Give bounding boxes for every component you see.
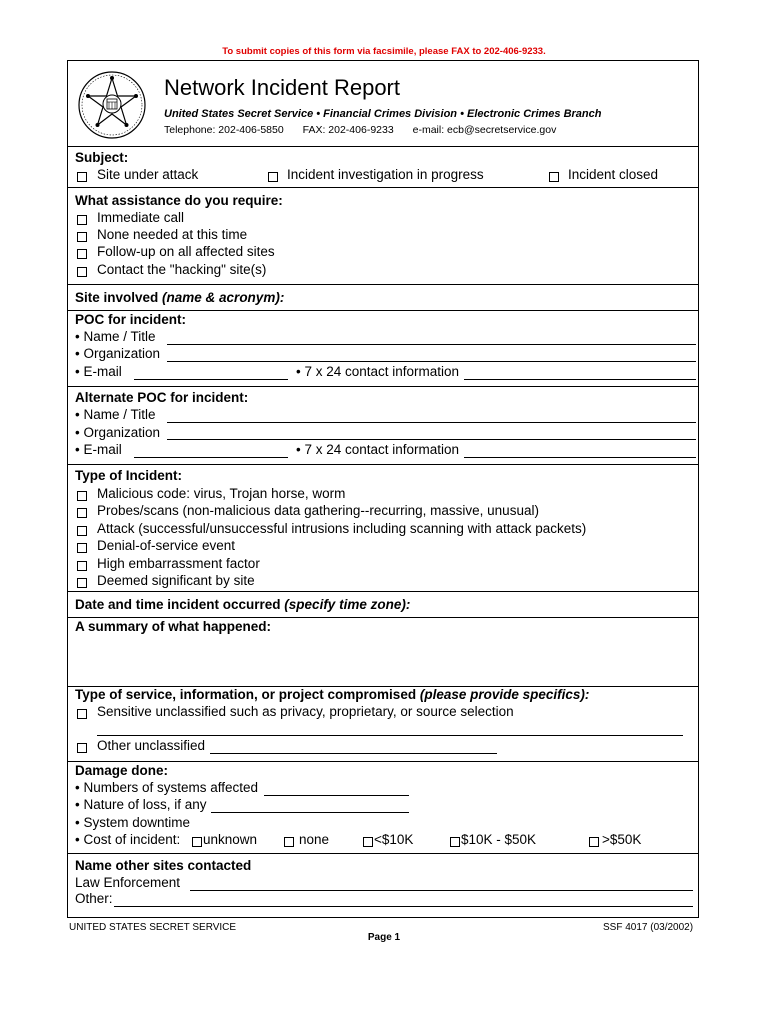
none-needed-label: None needed at this time: [97, 227, 248, 242]
fax-notice: To submit copies of this form via facsimile, please FAX to 202-406-9233.: [222, 46, 546, 57]
sensitive-unclassified-checkbox[interactable]: [77, 709, 87, 719]
cost-unknown-checkbox[interactable]: [192, 837, 202, 847]
follow-up-checkbox[interactable]: [77, 249, 87, 259]
alt-poc-247-field[interactable]: [464, 457, 696, 458]
incident-closed-checkbox[interactable]: [549, 172, 559, 182]
email-text: e-mail: ecb@secretservice.gov: [412, 124, 557, 136]
summary-label: A summary of what happened:: [75, 619, 272, 634]
high-embarrassment-checkbox[interactable]: [77, 561, 87, 571]
attack-checkbox[interactable]: [77, 526, 87, 536]
other-field[interactable]: [114, 906, 693, 907]
poc-name-label: • Name / Title: [75, 329, 156, 344]
denial-of-service-checkbox[interactable]: [77, 543, 87, 553]
alt-poc-name-label: • Name / Title: [75, 407, 156, 422]
contact-hacking-site-checkbox[interactable]: [77, 267, 87, 277]
compromised-section: [68, 686, 698, 762]
alt-poc-section: [68, 386, 698, 465]
other-unclassified-label: Other unclassified: [97, 738, 206, 753]
systems-affected-label: • Numbers of systems affected: [75, 780, 259, 795]
malicious-code-label: Malicious code: virus, Trojan horse, worm: [97, 486, 346, 501]
law-enforcement-field[interactable]: [190, 890, 693, 891]
summary-section[interactable]: [68, 617, 698, 687]
cost-10k-50k-checkbox[interactable]: [450, 837, 460, 847]
other-sites-label: Name other sites contacted: [75, 858, 252, 873]
page-number: Page 1: [367, 932, 401, 943]
denial-of-service-label: Denial-of-service event: [97, 538, 236, 553]
agency-line: United States Secret Service • Financial Crimes Division • Electronic Crimes Branch: [164, 108, 602, 120]
damage-label: Damage done:: [75, 763, 169, 778]
sensitive-unclassified-field[interactable]: [97, 735, 683, 736]
alt-poc-email-label: • E-mail: [75, 442, 122, 457]
incident-type-section: [68, 464, 698, 592]
poc-org-field[interactable]: [167, 361, 696, 362]
fax-text: FAX: 202-406-9233: [302, 124, 394, 136]
system-downtime-label: • System downtime: [75, 815, 191, 830]
systems-affected-field[interactable]: [264, 795, 409, 796]
sensitive-unclassified-label: Sensitive unclassified such as privacy, proprietary, or source selection: [97, 704, 514, 719]
high-embarrassment-label: High embarrassment factor: [97, 556, 260, 571]
footer-form-number: SSF 4017 (03/2002): [603, 922, 694, 933]
follow-up-label: Follow-up on all affected sites: [97, 244, 275, 259]
assistance-section: [68, 187, 698, 285]
none-needed-checkbox[interactable]: [77, 232, 87, 242]
poc-name-field[interactable]: [167, 344, 696, 345]
poc-email-field[interactable]: [134, 379, 288, 380]
poc-247-field[interactable]: [464, 379, 696, 380]
deemed-significant-label: Deemed significant by site: [97, 573, 255, 588]
law-enforcement-label: Law Enforcement: [75, 875, 181, 890]
cost-none-label: none: [299, 832, 330, 847]
contact-line: [164, 124, 572, 136]
contact-hacking-site-label: Contact the "hacking" site(s): [97, 262, 267, 277]
alt-poc-label: Alternate POC for incident:: [75, 390, 249, 405]
assistance-label: What assistance do you require:: [75, 193, 283, 208]
poc-org-label: • Organization: [75, 346, 161, 361]
deemed-significant-checkbox[interactable]: [77, 578, 87, 588]
site-involved-label: Site involved (name & acronym):: [75, 290, 285, 305]
datetime-section[interactable]: [68, 591, 698, 618]
immediate-call-checkbox[interactable]: [77, 215, 87, 225]
investigation-in-progress-label: Incident investigation in progress: [287, 167, 484, 182]
nature-of-loss-field[interactable]: [211, 812, 409, 813]
alt-poc-org-field[interactable]: [167, 439, 696, 440]
other-label: Other:: [75, 891, 113, 906]
subject-section: [68, 146, 698, 188]
cost-none-checkbox[interactable]: [284, 837, 294, 847]
other-unclassified-checkbox[interactable]: [77, 743, 87, 753]
telephone-text: Telephone: 202-406-5850: [164, 124, 284, 136]
probes-scans-label: Probes/scans (non-malicious data gathering--recurring, massive, unusual): [97, 503, 539, 518]
damage-section: [68, 761, 698, 854]
incident-report-form: [67, 60, 699, 918]
incident-closed-label: Incident closed: [568, 167, 659, 182]
cost-over-50k-label: >$50K: [602, 832, 642, 847]
cost-over-50k-checkbox[interactable]: [589, 837, 599, 847]
immediate-call-label: Immediate call: [97, 210, 185, 225]
alt-poc-org-label: • Organization: [75, 425, 161, 440]
form-header: [68, 61, 698, 146]
form-title: Network Incident Report: [164, 75, 400, 100]
cost-under-10k-label: <$10K: [374, 832, 414, 847]
cost-10k-50k-label: $10K - $50K: [461, 832, 537, 847]
site-involved-section[interactable]: [68, 284, 698, 311]
cost-unknown-label: unknown: [203, 832, 258, 847]
poc-247-label: • 7 x 24 contact information: [296, 364, 460, 379]
poc-email-label: • E-mail: [75, 364, 122, 379]
other-unclassified-field[interactable]: [210, 753, 497, 754]
poc-label: POC for incident:: [75, 312, 186, 327]
other-sites-section: [68, 853, 698, 918]
incident-type-label: Type of Incident:: [75, 468, 182, 483]
malicious-code-checkbox[interactable]: [77, 491, 87, 501]
alt-poc-247-label: • 7 x 24 contact information: [296, 442, 460, 457]
site-under-attack-checkbox[interactable]: [77, 172, 87, 182]
cost-under-10k-checkbox[interactable]: [363, 837, 373, 847]
attack-label: Attack (successful/unsuccessful intrusions including scanning with attack packets): [97, 521, 587, 536]
poc-section: [68, 310, 698, 387]
probes-scans-checkbox[interactable]: [77, 508, 87, 518]
secret-service-star-seal-icon: [76, 69, 148, 141]
alt-poc-name-field[interactable]: [167, 422, 696, 423]
datetime-label: Date and time incident occurred (specify time zone):: [75, 597, 411, 612]
investigation-in-progress-checkbox[interactable]: [268, 172, 278, 182]
cost-of-incident-label: • Cost of incident:: [75, 832, 181, 847]
footer-agency: UNITED STATES SECRET SERVICE: [69, 922, 237, 933]
subject-label: Subject:: [75, 150, 129, 165]
nature-of-loss-label: • Nature of loss, if any: [75, 797, 207, 812]
alt-poc-email-field[interactable]: [134, 457, 288, 458]
site-under-attack-label: Site under attack: [97, 167, 199, 182]
compromised-label: Type of service, information, or project compromised (please provide specifics):: [75, 687, 590, 702]
